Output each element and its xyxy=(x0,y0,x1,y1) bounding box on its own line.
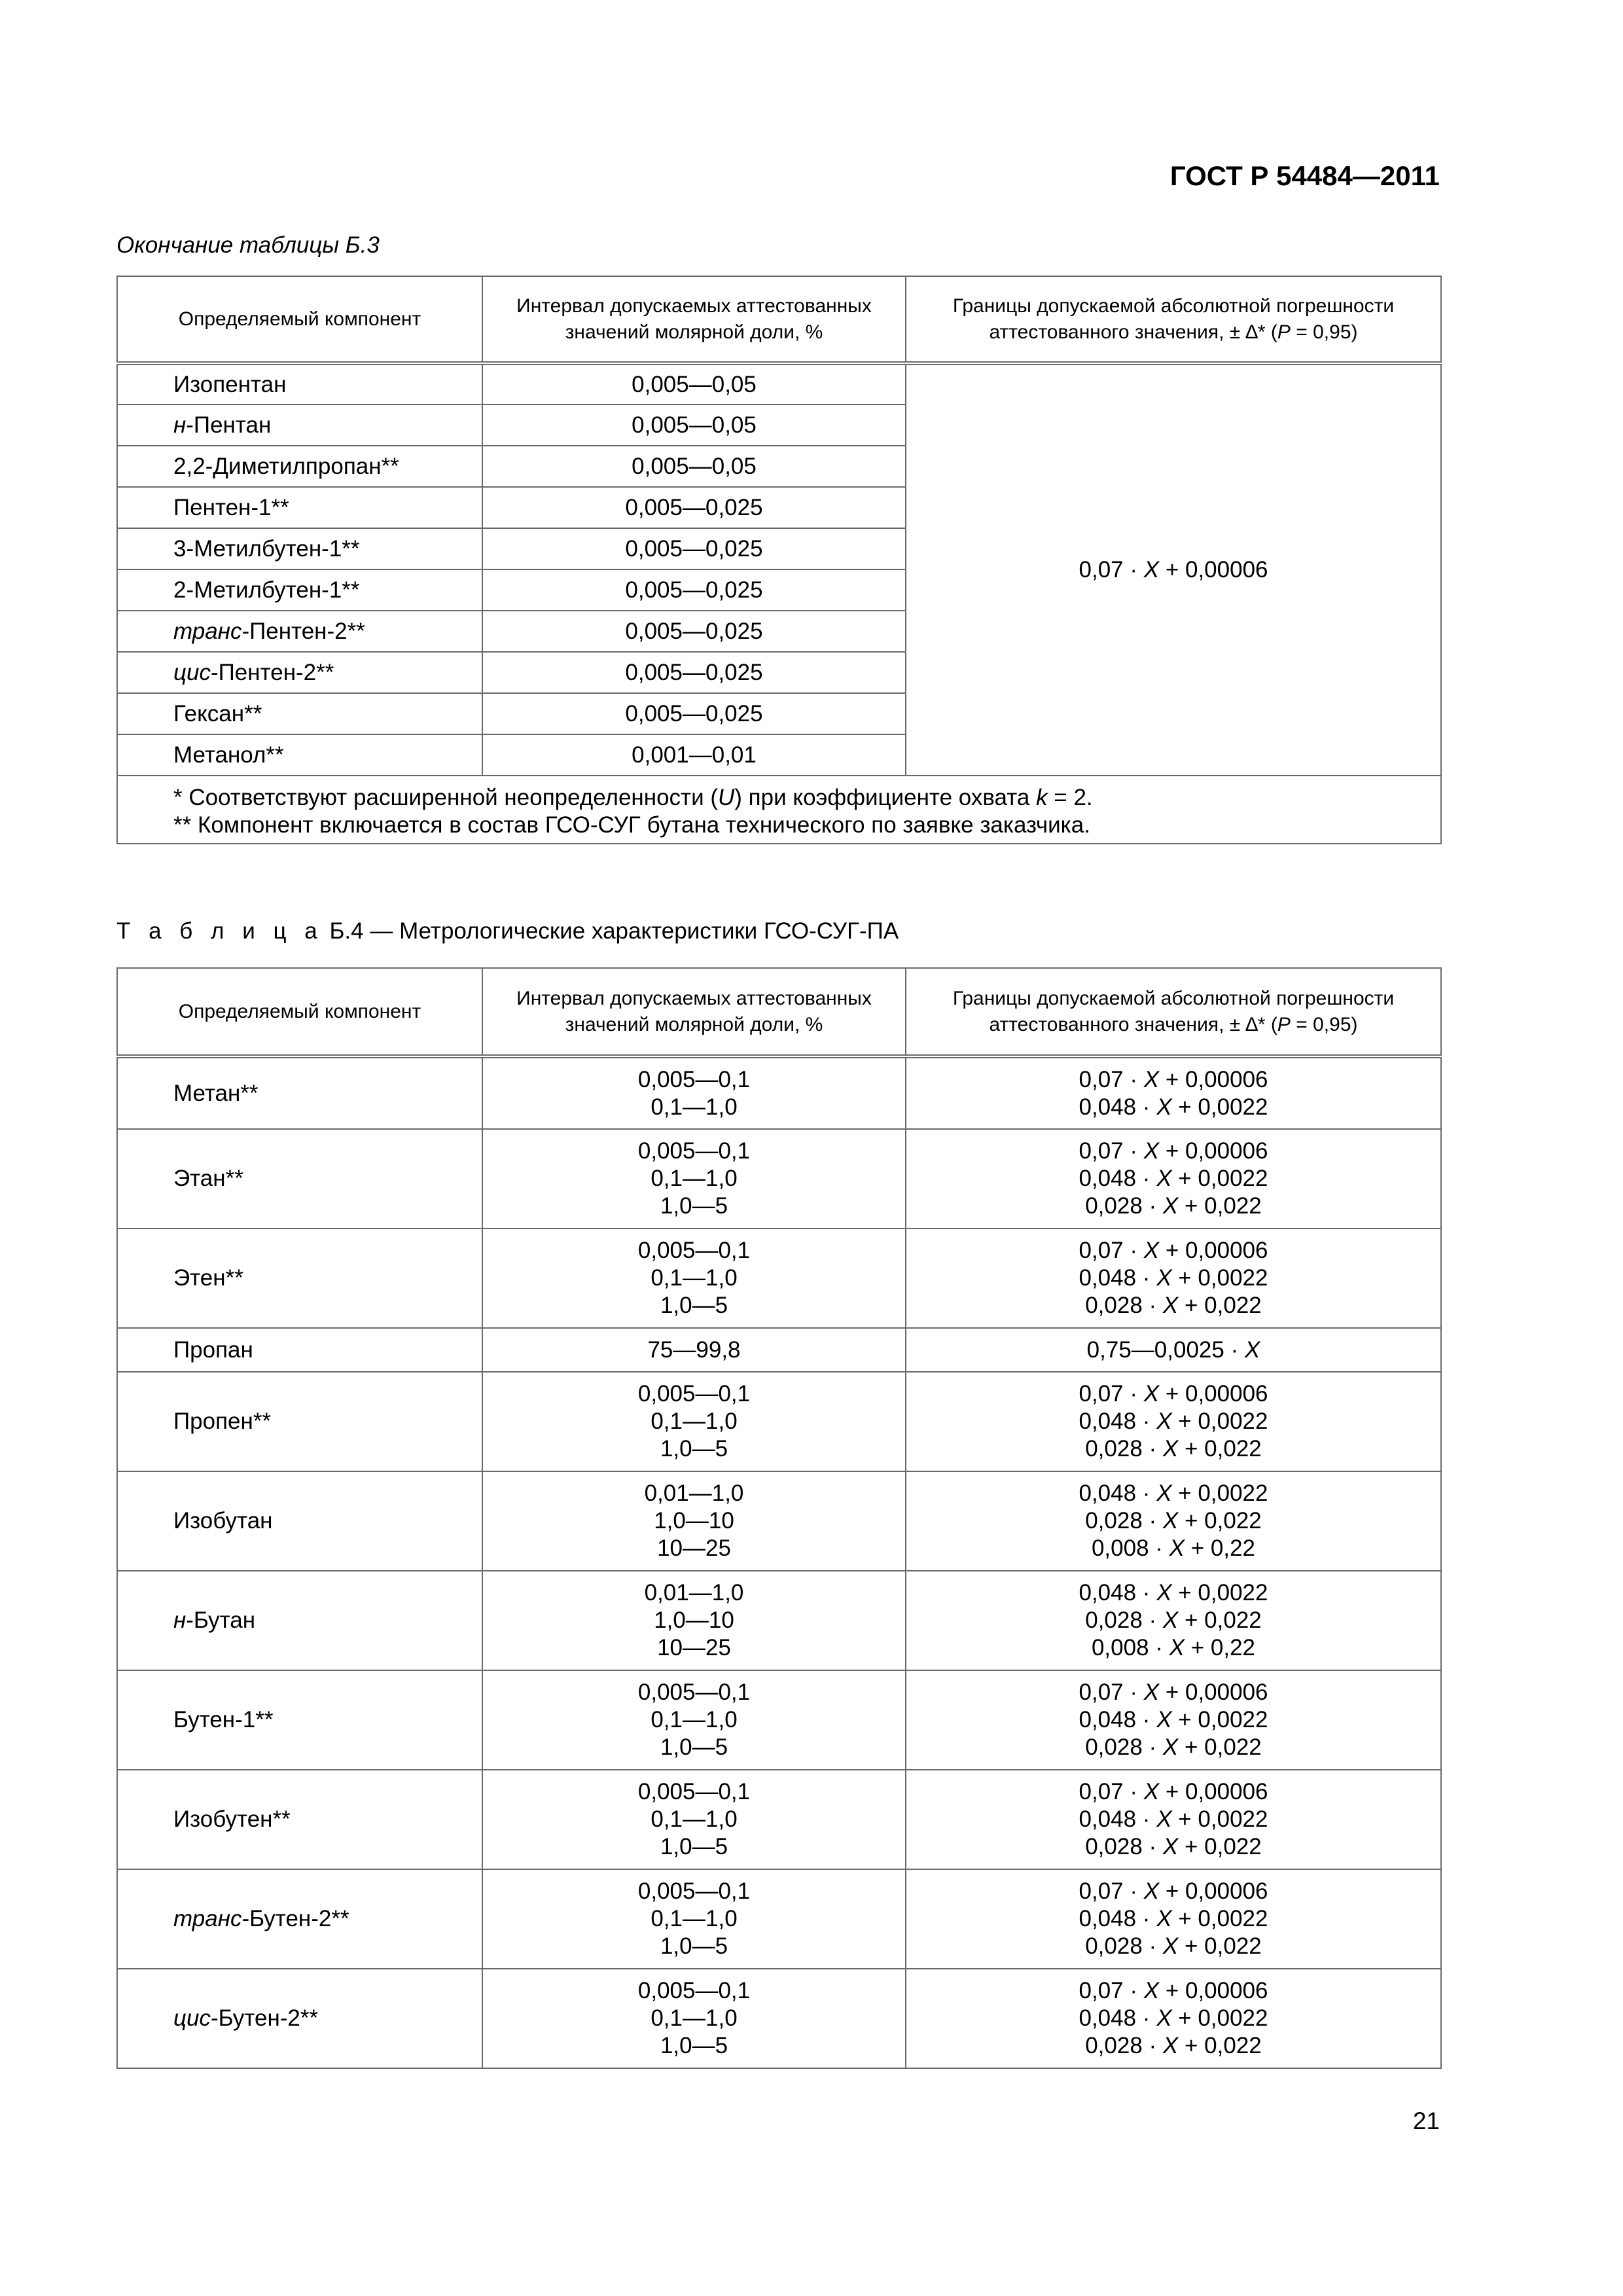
interval-cell: 0,005—0,05 xyxy=(482,363,906,404)
error-line xyxy=(906,1408,1440,1435)
interval-line: 1,0—5 xyxy=(660,1193,728,1219)
header-error-line1: Границы допускаемой абсолютной погрешности xyxy=(952,295,1395,317)
formula-coef: 0,048 · xyxy=(1079,1806,1157,1832)
formula-term: + 0,0022 xyxy=(1171,1580,1268,1605)
formula-variable: X xyxy=(1162,1607,1179,1633)
note-1-u: U xyxy=(718,785,735,810)
table-row xyxy=(117,1056,1441,1129)
formula-coef: 0,07 · xyxy=(1079,557,1144,583)
formula-term: + 0,022 xyxy=(1178,1193,1262,1219)
component-cell xyxy=(117,734,482,776)
formula-term: + 0,022 xyxy=(1178,1834,1262,1859)
component-name: -Бутан xyxy=(186,1607,256,1633)
interval-line: 10—25 xyxy=(657,1535,731,1561)
formula-variable: X xyxy=(1156,1094,1172,1120)
formula-variable: X xyxy=(1156,1806,1172,1832)
table-b4-caption xyxy=(116,918,899,944)
formula-variable: X xyxy=(1162,1436,1179,1462)
error-cell xyxy=(906,1969,1441,2068)
formula-coef: 0,028 · xyxy=(1085,1607,1163,1633)
formula-term: + 0,00006 xyxy=(1159,1679,1268,1705)
error-line xyxy=(906,1706,1440,1734)
table-b4-caption-rest: Б.4 — Метрологические характеристики ГСО-СУГ-ПА xyxy=(323,918,899,944)
interval-cell: 0,005—0,025 xyxy=(482,611,906,652)
interval-line: 75—99,8 xyxy=(647,1336,741,1363)
table-row xyxy=(117,1328,1441,1372)
component-name: 2-Метилбутен-1** xyxy=(173,577,360,603)
formula-term: + 0,0022 xyxy=(1171,1806,1268,1832)
error-line xyxy=(906,1933,1440,1960)
formula-term: + 0,022 xyxy=(1178,1734,1262,1760)
formula-term: + 0,00006 xyxy=(1159,1138,1268,1164)
interval-line: 0,1—1,0 xyxy=(651,2005,738,2031)
note-1-a: * Соответствуют расширенной неопределенности ( xyxy=(173,785,719,810)
formula-variable: X xyxy=(1143,1238,1160,1263)
formula-term: + 0,00006 xyxy=(1159,1238,1268,1263)
error-line xyxy=(906,1634,1440,1662)
component-cell xyxy=(117,1229,482,1328)
error-line xyxy=(906,1066,1440,1094)
interval-line: 0,005—0,1 xyxy=(637,1779,751,1804)
component-cell xyxy=(117,1372,482,1471)
interval-line: 1,0—5 xyxy=(660,1933,728,1959)
formula-coef: 0,008 · xyxy=(1091,1635,1169,1660)
error-line xyxy=(906,1480,1440,1507)
formula-term: + 0,022 xyxy=(1178,1436,1262,1462)
interval-line: 1,0—5 xyxy=(660,2033,728,2058)
component-cell xyxy=(117,1869,482,1969)
interval-line: 1,0—5 xyxy=(660,1293,728,1318)
formula-variable: X xyxy=(1143,1978,1160,2003)
header-error-line1: Границы допускаемой абсолютной погрешности xyxy=(952,987,1395,1009)
interval-line: 10—25 xyxy=(657,1635,731,1660)
formula-coef: 0,048 · xyxy=(1079,1166,1157,1191)
component-name: Метанол** xyxy=(173,742,284,768)
formula-coef: 0,07 · xyxy=(1079,1381,1144,1407)
column-header-error xyxy=(906,968,1441,1056)
table-header-row xyxy=(117,276,1441,363)
interval-line: 0,1—1,0 xyxy=(651,1707,738,1732)
formula-term: + 0,0022 xyxy=(1171,1480,1268,1506)
component-name: Пропан xyxy=(173,1336,253,1363)
error-line xyxy=(906,1507,1440,1535)
formula-coef: 0,07 · xyxy=(1079,1779,1144,1804)
interval-line: 0,1—1,0 xyxy=(651,1906,738,1931)
interval-line: 0,01—1,0 xyxy=(644,1480,744,1506)
formula-variable: X xyxy=(1143,1878,1160,1904)
interval-cell xyxy=(482,1969,906,2068)
interval-cell xyxy=(482,1056,906,1129)
component-name: 3-Метилбутен-1** xyxy=(173,535,360,562)
component-name: Гексан** xyxy=(173,700,262,726)
error-line xyxy=(906,1336,1440,1364)
formula-term: + 0,022 xyxy=(1178,1933,1262,1959)
header-interval-line2: значений молярной доли, % xyxy=(565,1013,823,1035)
component-cell xyxy=(117,446,482,487)
interval-cell: 0,005—0,025 xyxy=(482,652,906,693)
interval-cell: 0,005—0,025 xyxy=(482,569,906,611)
formula-coef: 0,028 · xyxy=(1085,1933,1163,1959)
error-line xyxy=(906,1833,1440,1861)
interval-cell: 0,005—0,05 xyxy=(482,404,906,446)
formula-variable: X xyxy=(1162,1933,1179,1959)
error-cell xyxy=(906,1229,1441,1328)
error-cell xyxy=(906,1129,1441,1229)
interval-cell xyxy=(482,1328,906,1372)
component-prefix: цис xyxy=(173,2005,211,2031)
table-row xyxy=(117,1129,1441,1229)
document-code: ГОСТ Р 54484—2011 xyxy=(1169,160,1440,191)
component-cell xyxy=(117,1770,482,1869)
error-line xyxy=(906,1734,1440,1761)
interval-line: 0,1—1,0 xyxy=(651,1094,738,1120)
formula-coef: 0,07 · xyxy=(1079,1679,1144,1705)
formula-coef: 0,048 · xyxy=(1079,1580,1157,1605)
table-row xyxy=(117,1571,1441,1670)
formula-term: + 0,0022 xyxy=(1171,1265,1268,1291)
error-line xyxy=(906,1977,1440,2005)
interval-cell xyxy=(482,1670,906,1770)
table-b4-caption-prefix: Т а б л и ц а xyxy=(116,918,323,944)
component-prefix: транс xyxy=(173,618,242,644)
interval-line: 0,005—0,1 xyxy=(637,1978,751,2003)
formula-term: + 0,0022 xyxy=(1171,1408,1268,1434)
interval-cell xyxy=(482,1229,906,1328)
interval-line: 1,0—5 xyxy=(660,1436,728,1462)
formula-variable: X xyxy=(1156,1707,1172,1732)
column-header-component: Определяемый компонент xyxy=(117,968,482,1056)
error-line xyxy=(906,1579,1440,1607)
formula-variable: X xyxy=(1143,557,1160,583)
formula-term: + 0,022 xyxy=(1178,1508,1262,1534)
formula-term: + 0,00006 xyxy=(1159,1381,1268,1407)
formula-coef: 0,028 · xyxy=(1085,2033,1163,2058)
error-cell xyxy=(906,1869,1441,1969)
component-name: -Бутен-2** xyxy=(241,1906,349,1931)
error-cell xyxy=(906,1571,1441,1670)
error-cell xyxy=(906,1471,1441,1571)
header-error-line2 xyxy=(906,1012,1440,1038)
error-cell xyxy=(906,1056,1441,1129)
error-line xyxy=(906,1905,1440,1933)
interval-cell xyxy=(482,1571,906,1670)
formula-variable: X xyxy=(1162,1293,1179,1318)
interval-line: 0,1—1,0 xyxy=(651,1265,738,1291)
formula-term: + 0,0022 xyxy=(1171,2005,1268,2031)
table-b3-body xyxy=(117,363,1441,844)
component-cell xyxy=(117,611,482,652)
error-cell xyxy=(906,1372,1441,1471)
formula-term: + 0,00006 xyxy=(1159,1066,1268,1092)
component-prefix: н xyxy=(173,412,187,438)
error-line xyxy=(906,2032,1440,2060)
error-line xyxy=(906,1380,1440,1408)
formula-term: + 0,0022 xyxy=(1171,1906,1268,1931)
component-cell xyxy=(117,1328,482,1372)
component-cell xyxy=(117,404,482,446)
error-line xyxy=(906,1193,1440,1220)
table-b4-body xyxy=(117,1056,1441,2068)
formula-coef: 0,07 · xyxy=(1079,1978,1144,2003)
error-cell xyxy=(906,1328,1441,1372)
formula-variable: X xyxy=(1156,2005,1172,2031)
header-error-line2-b: = 0,95) xyxy=(1290,1013,1358,1035)
interval-line: 1,0—5 xyxy=(660,1834,728,1859)
component-cell xyxy=(117,1670,482,1770)
table-row xyxy=(117,1670,1441,1770)
error-merged-cell xyxy=(906,363,1441,776)
header-interval-line1: Интервал допускаемых аттестованных xyxy=(516,987,872,1009)
error-line xyxy=(906,1292,1440,1319)
formula-variable: X xyxy=(1169,1635,1185,1660)
interval-cell: 0,005—0,025 xyxy=(482,528,906,569)
interval-line: 0,005—0,1 xyxy=(637,1381,751,1407)
error-line xyxy=(906,1778,1440,1806)
error-line xyxy=(906,1679,1440,1706)
formula-coef: 0,048 · xyxy=(1079,1408,1157,1434)
interval-cell: 0,005—0,05 xyxy=(482,446,906,487)
formula-coef: 0,07 · xyxy=(1079,1138,1144,1164)
formula-coef: 0,75—0,0025 · xyxy=(1086,1336,1245,1363)
formula-term: + 0,022 xyxy=(1178,2033,1262,2058)
column-header-interval xyxy=(482,276,906,363)
interval-cell xyxy=(482,1129,906,1229)
interval-line: 0,1—1,0 xyxy=(651,1408,738,1434)
table-notes-row xyxy=(117,776,1441,844)
column-header-component: Определяемый компонент xyxy=(117,276,482,363)
error-line xyxy=(906,1165,1440,1193)
formula-coef: 0,048 · xyxy=(1079,1094,1157,1120)
component-name: Пентен-1** xyxy=(173,494,289,520)
formula-variable: X xyxy=(1162,1734,1179,1760)
formula-variable: X xyxy=(1156,1580,1172,1605)
interval-cell xyxy=(482,1770,906,1869)
formula-variable: X xyxy=(1143,1066,1160,1092)
formula-coef: 0,048 · xyxy=(1079,1906,1157,1931)
error-line xyxy=(906,1535,1440,1562)
header-error-line2 xyxy=(906,319,1440,346)
component-cell xyxy=(117,363,482,404)
note-1-k: k xyxy=(1036,785,1048,810)
component-cell xyxy=(117,487,482,528)
component-prefix: транс xyxy=(173,1906,242,1931)
header-error-line2-a: аттестованного значения, ± ∆* ( xyxy=(989,1013,1277,1035)
formula-variable: X xyxy=(1156,1480,1172,1506)
formula-coef: 0,028 · xyxy=(1085,1436,1163,1462)
component-name: Этан** xyxy=(173,1166,243,1191)
column-header-error xyxy=(906,276,1441,363)
formula-coef: 0,028 · xyxy=(1085,1193,1163,1219)
formula-term: + 0,0022 xyxy=(1171,1707,1268,1732)
error-line xyxy=(906,1094,1440,1121)
formula-term: + 0,022 xyxy=(1178,1607,1262,1633)
component-cell xyxy=(117,1969,482,2068)
component-cell xyxy=(117,693,482,734)
table-row xyxy=(117,1229,1441,1328)
error-line xyxy=(906,2005,1440,2032)
formula-variable: X xyxy=(1143,1138,1160,1164)
page-number: 21 xyxy=(1412,2108,1440,2134)
formula-term: + 0,00006 xyxy=(1159,557,1268,583)
formula-variable: X xyxy=(1169,1535,1185,1561)
interval-line: 0,01—1,0 xyxy=(644,1580,744,1605)
interval-line: 0,005—0,1 xyxy=(637,1679,751,1705)
formula-variable: X xyxy=(1162,1508,1179,1534)
formula-coef: 0,028 · xyxy=(1085,1293,1163,1318)
error-line xyxy=(906,1237,1440,1265)
component-name: -Пентен-2** xyxy=(210,659,334,685)
table-row xyxy=(117,1969,1441,2068)
interval-line: 0,005—0,1 xyxy=(637,1878,751,1904)
interval-cell xyxy=(482,1869,906,1969)
component-cell xyxy=(117,1056,482,1129)
formula-coef: 0,048 · xyxy=(1079,1480,1157,1506)
component-cell xyxy=(117,652,482,693)
interval-line: 1,0—5 xyxy=(660,1734,728,1760)
formula-term: + 0,0022 xyxy=(1171,1094,1268,1120)
interval-line: 1,0—10 xyxy=(654,1607,734,1633)
component-name: -Пентен-2** xyxy=(241,618,365,644)
error-line xyxy=(906,1806,1440,1833)
component-cell xyxy=(117,1571,482,1670)
formula-coef: 0,048 · xyxy=(1079,1265,1157,1291)
interval-cell: 0,005—0,025 xyxy=(482,693,906,734)
component-cell xyxy=(117,1129,482,1229)
formula-variable: X xyxy=(1156,1265,1172,1291)
formula-variable: X xyxy=(1162,1834,1179,1859)
formula-term: + 0,00006 xyxy=(1159,1978,1268,2003)
table-row xyxy=(117,1471,1441,1571)
interval-cell xyxy=(482,1372,906,1471)
interval-cell: 0,005—0,025 xyxy=(482,487,906,528)
error-cell xyxy=(906,1670,1441,1770)
table-row xyxy=(117,1869,1441,1969)
interval-line: 1,0—10 xyxy=(654,1508,734,1534)
formula-variable: X xyxy=(1244,1336,1260,1363)
formula-variable: X xyxy=(1143,1779,1160,1804)
interval-line: 0,1—1,0 xyxy=(651,1806,738,1832)
component-cell xyxy=(117,528,482,569)
formula-variable: X xyxy=(1162,1193,1179,1219)
component-name: Изобутен** xyxy=(173,1806,291,1832)
component-name: -Бутен-2** xyxy=(210,2005,319,2031)
table-notes xyxy=(117,776,1441,844)
component-name: Метан** xyxy=(173,1080,259,1106)
interval-line: 0,005—0,1 xyxy=(637,1138,751,1164)
error-line xyxy=(906,1607,1440,1634)
header-error-line2-p: P xyxy=(1277,321,1291,343)
table-b3 xyxy=(116,276,1442,844)
formula-term: + 0,22 xyxy=(1185,1535,1256,1561)
formula-variable: X xyxy=(1143,1381,1160,1407)
formula-term: + 0,00006 xyxy=(1159,1779,1268,1804)
error-line xyxy=(906,1138,1440,1165)
formula-variable: X xyxy=(1143,1679,1160,1705)
component-name: Пропен** xyxy=(173,1408,272,1434)
component-prefix: цис xyxy=(173,659,211,685)
table-b4 xyxy=(116,967,1442,2069)
formula-coef: 0,048 · xyxy=(1079,2005,1157,2031)
component-prefix: н xyxy=(173,1607,187,1633)
error-cell xyxy=(906,1770,1441,1869)
component-name: Этен** xyxy=(173,1265,243,1291)
component-cell xyxy=(117,1471,482,1571)
component-name: Изобутан xyxy=(173,1508,273,1534)
formula-variable: X xyxy=(1156,1166,1172,1191)
table-row xyxy=(117,1372,1441,1471)
formula-variable: X xyxy=(1156,1408,1172,1434)
component-name: Бутен-1** xyxy=(173,1707,274,1732)
note-1-b: ) при коэффициенте охвата xyxy=(734,785,1037,810)
error-line xyxy=(906,1435,1440,1463)
formula-variable: X xyxy=(1156,1906,1172,1931)
formula-term: + 0,022 xyxy=(1178,1293,1262,1318)
column-header-interval xyxy=(482,968,906,1056)
component-name: Изопентан xyxy=(173,371,287,397)
table-row xyxy=(117,1770,1441,1869)
error-line xyxy=(906,1878,1440,1905)
error-line xyxy=(906,1265,1440,1292)
component-name: 2,2-Диметилпропан** xyxy=(173,453,399,479)
formula-coef: 0,028 · xyxy=(1085,1734,1163,1760)
interval-cell xyxy=(482,1471,906,1571)
table-row xyxy=(117,363,1441,404)
formula-coef: 0,008 · xyxy=(1091,1535,1169,1561)
header-error-line2-p: P xyxy=(1277,1013,1291,1035)
note-1 xyxy=(173,784,1440,812)
note-2: ** Компонент включается в состав ГСО-СУГ бутана технического по заявке заказчика. xyxy=(173,812,1090,838)
formula-coef: 0,028 · xyxy=(1085,1834,1163,1859)
interval-cell: 0,001—0,01 xyxy=(482,734,906,776)
interval-line: 0,005—0,1 xyxy=(637,1066,751,1092)
header-error-line2-a: аттестованного значения, ± ∆* ( xyxy=(989,321,1277,343)
formula-term: + 0,0022 xyxy=(1171,1166,1268,1191)
formula-coef: 0,07 · xyxy=(1079,1066,1144,1092)
interval-line: 0,005—0,1 xyxy=(637,1238,751,1263)
note-1-c: = 2. xyxy=(1047,785,1093,810)
header-error-line2-b: = 0,95) xyxy=(1290,321,1358,343)
header-interval-line1: Интервал допускаемых аттестованных xyxy=(516,295,872,317)
table-header-row xyxy=(117,968,1441,1056)
formula-coef: 0,07 · xyxy=(1079,1238,1144,1263)
formula-coef: 0,048 · xyxy=(1079,1707,1157,1732)
formula-coef: 0,07 · xyxy=(1079,1878,1144,1904)
component-cell xyxy=(117,569,482,611)
formula-term: + 0,00006 xyxy=(1159,1878,1268,1904)
formula-term: + 0,22 xyxy=(1185,1635,1256,1660)
formula-coef: 0,028 · xyxy=(1085,1508,1163,1534)
table-b3-caption: Окончание таблицы Б.3 xyxy=(116,232,380,258)
formula-variable: X xyxy=(1162,2033,1179,2058)
component-name: -Пентан xyxy=(186,412,272,438)
header-interval-line2: значений молярной доли, % xyxy=(565,321,823,343)
interval-line: 0,1—1,0 xyxy=(651,1166,738,1191)
